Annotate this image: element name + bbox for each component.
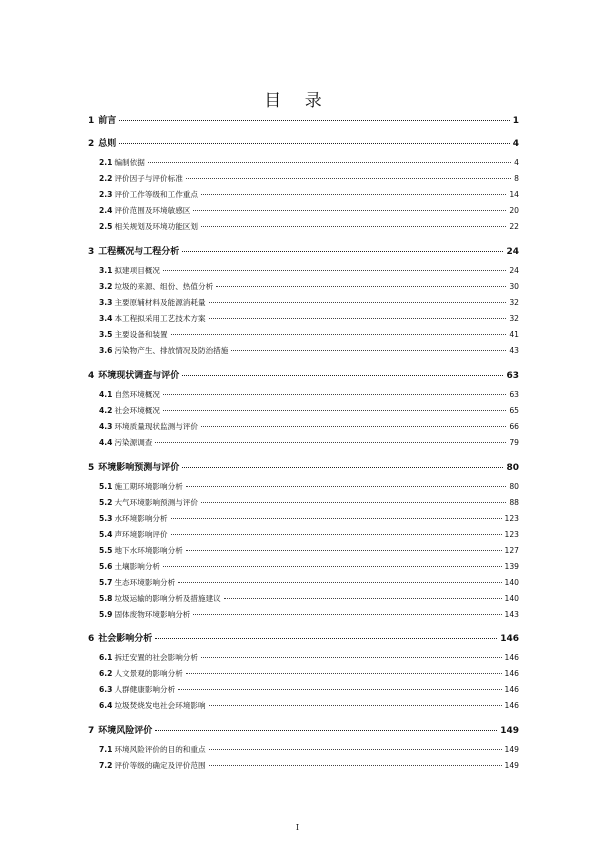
toc-section-entry[interactable] [99, 405, 519, 416]
toc-entry-page: 127 [504, 546, 519, 555]
toc-entry-number: 5.9 [99, 610, 113, 619]
page-title: 目 录 [264, 91, 331, 111]
toc-entry-page: 1 [512, 116, 519, 126]
toc-entry-number: 5.1 [99, 482, 113, 491]
dot-leader [209, 302, 507, 303]
toc-entry-title: 编制依据 [114, 158, 145, 167]
toc-section-entry[interactable] [99, 497, 519, 508]
toc-entry-number: 4 [88, 371, 95, 381]
toc-entry-page: 22 [509, 222, 519, 231]
toc-entry-number: 2 [88, 139, 95, 149]
dot-leader [155, 638, 497, 639]
dot-leader [163, 394, 506, 395]
toc-section-entry[interactable] [99, 421, 519, 432]
dot-leader [178, 582, 501, 583]
toc-entry-number: 3.2 [99, 282, 113, 291]
toc-section-entry[interactable] [99, 760, 519, 771]
toc-entry-page: 63 [509, 390, 519, 399]
toc-entry-number: 6.3 [99, 685, 113, 694]
toc-entry-title: 污染物产生、排放情况及防治措施 [114, 346, 229, 355]
toc-entry-title: 拟建项目概况 [114, 266, 161, 275]
dot-leader [201, 657, 502, 658]
toc-entry-number: 5.5 [99, 546, 113, 555]
toc-entry-number: 2.3 [99, 190, 113, 199]
toc-section-entry[interactable] [99, 652, 519, 663]
toc-entry-title: 人群健康影响分析 [114, 685, 176, 694]
toc-section-entry[interactable] [99, 545, 519, 556]
toc-entry-title: 声环境影响评价 [114, 530, 168, 539]
dot-leader [209, 318, 507, 319]
toc-entry-title: 施工期环境影响分析 [114, 482, 183, 491]
toc-entry-title: 垃圾焚烧发电社会环境影响 [114, 701, 206, 710]
toc-entry-page: 79 [509, 438, 519, 447]
dot-leader [155, 442, 506, 443]
toc-entry-title: 环境风险评价 [98, 726, 153, 736]
dot-leader [216, 286, 506, 287]
toc-section-entry[interactable] [99, 345, 519, 356]
dot-leader [163, 410, 506, 411]
toc-chapter-entry[interactable] [88, 244, 519, 257]
dot-leader [163, 270, 506, 271]
dot-leader [155, 730, 497, 731]
toc-entry-number: 3.4 [99, 314, 113, 323]
dot-leader [186, 673, 502, 674]
toc-entry-number: 1 [88, 116, 95, 126]
toc-entry-page: 32 [509, 314, 519, 323]
dot-leader [209, 765, 502, 766]
toc-entry-page: 20 [509, 206, 519, 215]
dot-leader [182, 375, 503, 376]
toc-entry-title: 社会影响分析 [98, 634, 153, 644]
toc-entry-title: 主要原辅材料及能源消耗量 [114, 298, 206, 307]
toc-entry-page: 146 [504, 653, 519, 662]
toc-chapter-entry[interactable] [88, 460, 519, 473]
toc-section-entry[interactable] [99, 668, 519, 679]
dot-leader [201, 194, 506, 195]
dot-leader [201, 426, 506, 427]
dot-leader [209, 749, 502, 750]
toc-entry-number: 2.5 [99, 222, 113, 231]
toc-entry-page: 149 [504, 761, 519, 770]
dot-leader [119, 143, 509, 144]
toc-entry-number: 7 [88, 726, 95, 736]
toc-entry-number: 5.8 [99, 594, 113, 603]
dot-leader [171, 334, 507, 335]
toc-entry-title: 环境质量现状监测与评价 [114, 422, 198, 431]
toc-entry-number: 5 [88, 463, 95, 473]
toc-entry-title: 主要设备和装置 [114, 330, 168, 339]
toc-section-entry[interactable] [99, 297, 519, 308]
toc-entry-title: 人文景观的影响分析 [114, 669, 183, 678]
toc-entry-title: 水环境影响分析 [114, 514, 168, 523]
toc-entry-number: 7.2 [99, 761, 113, 770]
dot-leader [201, 502, 506, 503]
toc-entry-number: 3.5 [99, 330, 113, 339]
dot-leader [178, 689, 501, 690]
dot-leader [193, 614, 501, 615]
toc-entry-number: 2.2 [99, 174, 113, 183]
toc-entry-page: 143 [504, 610, 519, 619]
toc-entry-page: 139 [504, 562, 519, 571]
toc-entry-page: 63 [506, 371, 519, 381]
toc-entry-title: 评价工作等级和工作重点 [114, 190, 198, 199]
toc-chapter-entry[interactable] [88, 113, 519, 126]
dot-leader [193, 210, 506, 211]
toc-entry-page: 8 [514, 174, 519, 183]
toc-chapter-entry[interactable] [88, 631, 519, 644]
toc-entry-title: 相关规划及环境功能区划 [114, 222, 198, 231]
toc-section-entry[interactable] [99, 513, 519, 524]
toc-entry-title: 环境影响预测与评价 [98, 463, 180, 473]
toc-chapter-entry[interactable] [88, 368, 519, 381]
toc-entry-number: 5.3 [99, 514, 113, 523]
toc-entry-title: 固体废物环境影响分析 [114, 610, 191, 619]
toc-entry-number: 3 [88, 247, 95, 257]
toc-entry-number: 4.2 [99, 406, 113, 415]
toc-entry-number: 3.6 [99, 346, 113, 355]
dot-leader [119, 120, 509, 121]
toc-entry-title: 大气环境影响预测与评价 [114, 498, 198, 507]
toc-entry-number: 4.4 [99, 438, 113, 447]
toc-entry-page: 4 [512, 139, 519, 149]
toc-section-entry[interactable] [99, 329, 519, 340]
toc-entry-number: 5.4 [99, 530, 113, 539]
toc-entry-number: 4.3 [99, 422, 113, 431]
dot-leader [186, 178, 511, 179]
toc-entry-page: 123 [504, 514, 519, 523]
toc-section-entry[interactable] [99, 437, 519, 448]
toc-entry-title: 垃圾的来源、组份、热值分析 [114, 282, 214, 291]
toc-entry-title: 总则 [98, 139, 117, 149]
toc-entry-number: 5.2 [99, 498, 113, 507]
dot-leader [182, 251, 503, 252]
toc-entry-page: 43 [509, 346, 519, 355]
dot-leader [231, 350, 506, 351]
toc-entry-number: 7.1 [99, 745, 113, 754]
toc-section-entry[interactable] [99, 265, 519, 276]
toc-entry-number: 3.3 [99, 298, 113, 307]
dot-leader [163, 566, 501, 567]
toc-section-entry[interactable] [99, 205, 519, 216]
dot-leader [171, 518, 502, 519]
dot-leader [224, 598, 502, 599]
toc-entry-number: 6.2 [99, 669, 113, 678]
toc-entry-number: 6.1 [99, 653, 113, 662]
toc-entry-number: 2.1 [99, 158, 113, 167]
toc-section-entry[interactable] [99, 481, 519, 492]
toc-entry-page: 41 [509, 330, 519, 339]
page-number: I [295, 823, 300, 832]
toc-entry-title: 本工程拟采用工艺技术方案 [114, 314, 206, 323]
toc-entry-page: 146 [504, 701, 519, 710]
toc-entry-title: 评价等级的确定及评价范围 [114, 761, 206, 770]
dot-leader [201, 226, 506, 227]
dot-leader [171, 534, 502, 535]
toc-section-entry[interactable] [99, 744, 519, 755]
toc-entry-number: 2.4 [99, 206, 113, 215]
toc-section-entry[interactable] [99, 189, 519, 200]
toc-entry-title: 前言 [98, 116, 117, 126]
toc-entry-title: 环境现状调查与评价 [98, 371, 180, 381]
toc-section-entry[interactable] [99, 157, 519, 168]
dot-leader [209, 705, 502, 706]
toc-entry-page: 146 [504, 685, 519, 694]
toc-entry-page: 140 [504, 578, 519, 587]
toc-section-entry[interactable] [99, 529, 519, 540]
toc-entry-page: 146 [504, 669, 519, 678]
toc-entry-page: 4 [514, 158, 519, 167]
dot-leader [186, 550, 502, 551]
toc-entry-page: 123 [504, 530, 519, 539]
dot-leader [186, 486, 507, 487]
toc-entry-title: 评价因子与评价标准 [114, 174, 183, 183]
toc-section-entry[interactable] [99, 313, 519, 324]
toc-entry-title: 工程概况与工程分析 [98, 247, 180, 257]
toc-section-entry[interactable] [99, 281, 519, 292]
toc-entry-page: 32 [509, 298, 519, 307]
toc-entry-title: 垃圾运输的影响分析及措施建议 [114, 594, 221, 603]
toc-entry-title: 生态环境影响分析 [114, 578, 176, 587]
toc-entry-page: 66 [509, 422, 519, 431]
toc-section-entry[interactable] [99, 577, 519, 588]
toc-entry-page: 80 [509, 482, 519, 491]
toc-entry-page: 30 [509, 282, 519, 291]
toc-section-entry[interactable] [99, 609, 519, 620]
toc-entry-page: 14 [509, 190, 519, 199]
dot-leader [182, 467, 503, 468]
toc-section-entry[interactable] [99, 684, 519, 695]
toc-entry-number: 6.4 [99, 701, 113, 710]
toc-entry-number: 5.7 [99, 578, 113, 587]
toc-section-entry[interactable] [99, 700, 519, 711]
toc-section-entry[interactable] [99, 561, 519, 572]
toc-entry-number: 5.6 [99, 562, 113, 571]
toc-entry-title: 社会环境概况 [114, 406, 161, 415]
toc-section-entry[interactable] [99, 173, 519, 184]
toc-entry-page: 80 [506, 463, 519, 473]
toc-entry-page: 24 [506, 247, 519, 257]
toc-entry-number: 6 [88, 634, 95, 644]
toc-chapter-entry[interactable] [88, 136, 519, 149]
toc-section-entry[interactable] [99, 593, 519, 604]
toc-entry-title: 污染源调查 [114, 438, 153, 447]
toc-section-entry[interactable] [99, 221, 519, 232]
toc-entry-number: 3.1 [99, 266, 113, 275]
toc-entry-page: 149 [504, 745, 519, 754]
toc-entry-title: 土壤影响分析 [114, 562, 161, 571]
toc-section-entry[interactable] [99, 389, 519, 400]
toc-entry-title: 地下水环境影响分析 [114, 546, 183, 555]
toc-entry-title: 环境风险评价的目的和重点 [114, 745, 206, 754]
toc-entry-number: 4.1 [99, 390, 113, 399]
toc-chapter-entry[interactable] [88, 723, 519, 736]
toc-entry-title: 评价范围及环境敏感区 [114, 206, 191, 215]
toc-entry-page: 88 [509, 498, 519, 507]
toc-entry-page: 24 [509, 266, 519, 275]
toc-entry-page: 149 [500, 726, 519, 736]
toc-entry-page: 65 [509, 406, 519, 415]
toc-entry-title: 拆迁安置的社会影响分析 [114, 653, 198, 662]
toc-entry-page: 140 [504, 594, 519, 603]
dot-leader [148, 162, 511, 163]
toc-entry-page: 146 [500, 634, 519, 644]
toc-entry-title: 自然环境概况 [114, 390, 161, 399]
